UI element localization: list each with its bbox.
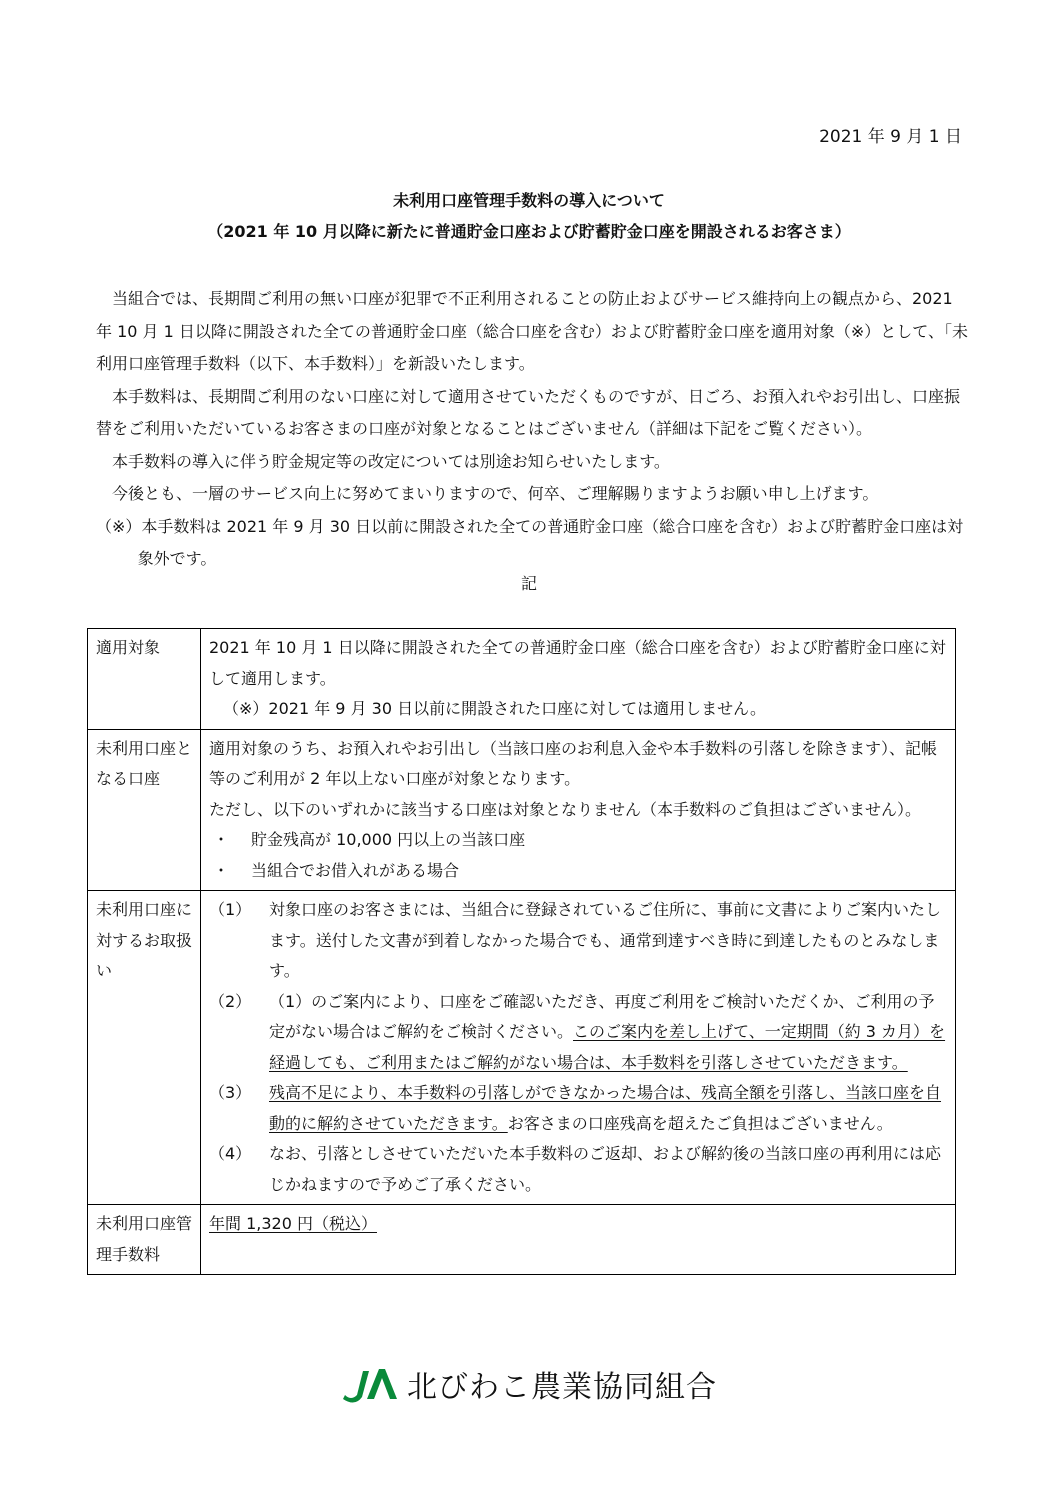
fee-amount: 年間 1,320 円（税込） [209, 1214, 377, 1233]
intro-paragraph-3: 本手数料の導入に伴う貯金規定等の改定については別途お知らせいたします。 [112, 451, 670, 471]
list-item [209, 987, 947, 1079]
document-title: 未利用口座管理手数料の導入について [393, 191, 665, 210]
terms-table [87, 628, 956, 1275]
list-item [209, 825, 947, 856]
unused-line-1: 適用対象のうち、お預入れやお引出し（当該口座のお利息入金や本手数料の引落しを除きます）、記帳等のご利用が 2 年以上ない口座が対象となります。 [209, 738, 938, 788]
table-row [88, 1205, 956, 1275]
item-text-wrap [269, 987, 947, 1079]
row-label-fee: 未利用口座管理手数料 [88, 1205, 201, 1275]
bullet-mark: ・ [213, 860, 230, 880]
row-content-handling [201, 891, 956, 1205]
intro-paragraph-2: 本手数料は、長期間ご利用のない口座に対して適用させていただくものですが、日ごろ、お預入れやお引出し、口座振替をご利用いただいているお客さまの口座が対象となることはございません（詳細は下記をご覧ください）。 [96, 386, 961, 438]
row-label-unused-account: 未利用口座となる口座 [88, 729, 201, 891]
organization-logo [341, 1362, 717, 1406]
list-item [209, 895, 947, 987]
item-number: （3） [209, 1083, 252, 1102]
item-text-wrap [269, 1078, 947, 1139]
row-content-fee [201, 1205, 956, 1275]
item-number: （1） [209, 900, 252, 919]
intro-note: （※）本手数料は 2021 年 9 月 30 日以前に開設された全ての普通貯金口座（総合口座を含む）および貯蓄貯金口座は対象外です。 [96, 516, 964, 568]
scope-line-2: （※）2021 年 9 月 30 日以前に開設された口座に対しては適用しません。 [223, 699, 767, 718]
ki-heading: 記 [520, 574, 537, 593]
intro-section [96, 283, 968, 576]
intro-paragraph-4: 今後とも、一層のサービス向上に努めてまいりますので、何卒、ご理解賜りますようお願い申し上げます。 [112, 484, 879, 503]
item-underlined-text: 残高不足により、本手数料の引落しができなかった場合は、残高全額を引落し、当該口座を自動的に解約させていただきます。 [269, 1083, 942, 1133]
organization-name: 北びわこ農業協同組合 [407, 1370, 717, 1405]
item-text: お客さまの口座残高を超えたご負担はございません。 [507, 1113, 893, 1133]
intro-paragraph-1: 当組合では、長期間ご利用の無い口座が犯罪で不正利用されることの防止およびサービス維持向上の観点から、2021 年 10 月 1 日以降に開設された全ての普通貯金口座（総合口座を含む）および貯蓄貯金口座を適用対象（※）として、「未利用口座管理手数料（以下、本手数料）」を新設いたします。 [96, 289, 968, 373]
item-text: （1）のご案内により、口座をご確認いただき、再度ご利用をご検討いただくか、ご利用の予定がない場合はご解約をご検討ください。 [269, 991, 935, 1041]
bullet-text: 当組合でお借入れがある場合 [251, 860, 460, 880]
table-row [88, 729, 956, 891]
table-row [88, 891, 956, 1205]
document-subtitle: （2021 年 10 月以降に新たに普通貯金口座および貯蓄貯金口座を開設されるお客さま） [207, 222, 851, 241]
footer [0, 1362, 1058, 1407]
item-number: （2） [209, 991, 252, 1011]
item-number: （4） [209, 1144, 252, 1163]
list-item [209, 1078, 947, 1139]
list-item [209, 856, 947, 887]
row-content-unused-account [201, 729, 956, 891]
row-label-scope: 適用対象 [88, 629, 201, 730]
item-text: なお、引落としさせていただいた本手数料のご返却、および解約後の当該口座の再利用には応じかねますので予めご了承ください。 [269, 1144, 942, 1194]
bullet-mark: ・ [213, 830, 230, 849]
list-item [209, 1139, 947, 1200]
item-text: 対象口座のお客さまには、当組合に登録されているご住所に、事前に文書によりご案内いたします。送付した文書が到着しなかった場合でも、通常到達すべき時に到達したものとみなします。 [269, 900, 942, 980]
ja-logo-icon [341, 1365, 401, 1403]
bullet-text: 貯金残高が 10,000 円以上の当該口座 [251, 830, 526, 849]
item-underlined-text: このご案内を差し上げて、一定期間（約 3 カ月）を経過しても、ご利用またはご解約がない場合は、本手数料を引落しさせていただきます。 [269, 1022, 946, 1072]
issue-date: 2021 年 9 月 1 日 [819, 127, 962, 147]
scope-line-1: 2021 年 10 月 1 日以降に開設された全ての普通貯金口座（総合口座を含む）および貯蓄貯金口座に対して適用します。 [209, 638, 946, 688]
row-content-scope [201, 629, 956, 730]
unused-line-2: ただし、以下のいずれかに該当する口座は対象となりません（本手数料のご負担はございません）。 [209, 799, 922, 819]
row-label-handling: 未利用口座に対するお取扱い [88, 891, 201, 1205]
table-row [88, 629, 956, 730]
